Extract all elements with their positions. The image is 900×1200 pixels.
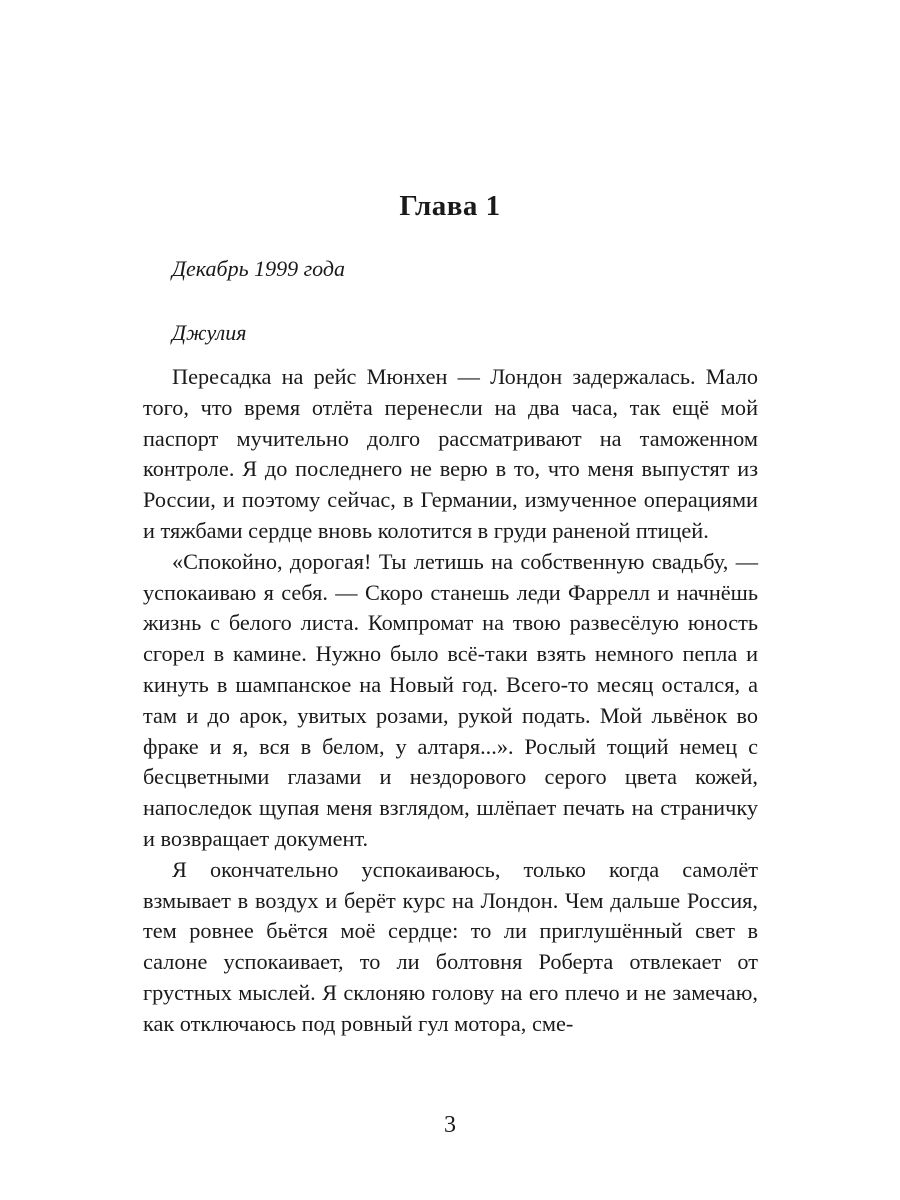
paragraph: Пересадка на рейс Мюнхен — Лондон задержалась. Мало того, что время отлёта перенесли на два часа, так ещё мой паспорт мучительно долго рассматривают на таможенном контроле. Я до последнего не верю в то, что меня выпустят из России, и поэтому сейчас, в Германии, измученное операциями и тяжбами сердце вновь колотится в груди раненой птицей. [143, 364, 758, 543]
chapter-dateline: Декабрь 1999 года [172, 256, 346, 281]
paragraph: «Спокойно, дорогая! Ты летишь на собственную свадьбу, — успокаиваю я себя. — Скоро станешь леди Фаррелл и начнёшь жизнь с белого листа. Компромат на твою развесёлую юность сгорел в камине. Нужно было всё-таки взять немного пепла и кинуть в шампанское на Новый год. Всего-то месяц остался, а там и до арок, увитых розами, рукой подать. Мой львёнок во фраке и я, вся в белом, у алтаря...». Рослый тощий немец с бесцветными глазами и нездорового серого цвета кожей, напоследок щупая меня взглядом, шлёпает печать на страничку и возвращает документ. [143, 548, 758, 851]
paragraph: Я окончательно успокаиваюсь, только когда самолёт взмывает в воздух и берёт курс на Лондон. Чем дальше Россия, тем ровнее бьётся моё сердце: то ли приглушённый свет в салоне успокаивает, то ли болтовня Роберта отвлекает от грустных мыслей. Я склоняю голову на его плечо и не замечаю, как отключаюсь под ровный гул мотора, сме- [143, 856, 758, 1036]
narrator-name: Джулия [172, 320, 247, 345]
page-number: 3 [444, 1112, 456, 1138]
chapter-title: Глава 1 [399, 190, 501, 222]
body-text [143, 362, 758, 1040]
